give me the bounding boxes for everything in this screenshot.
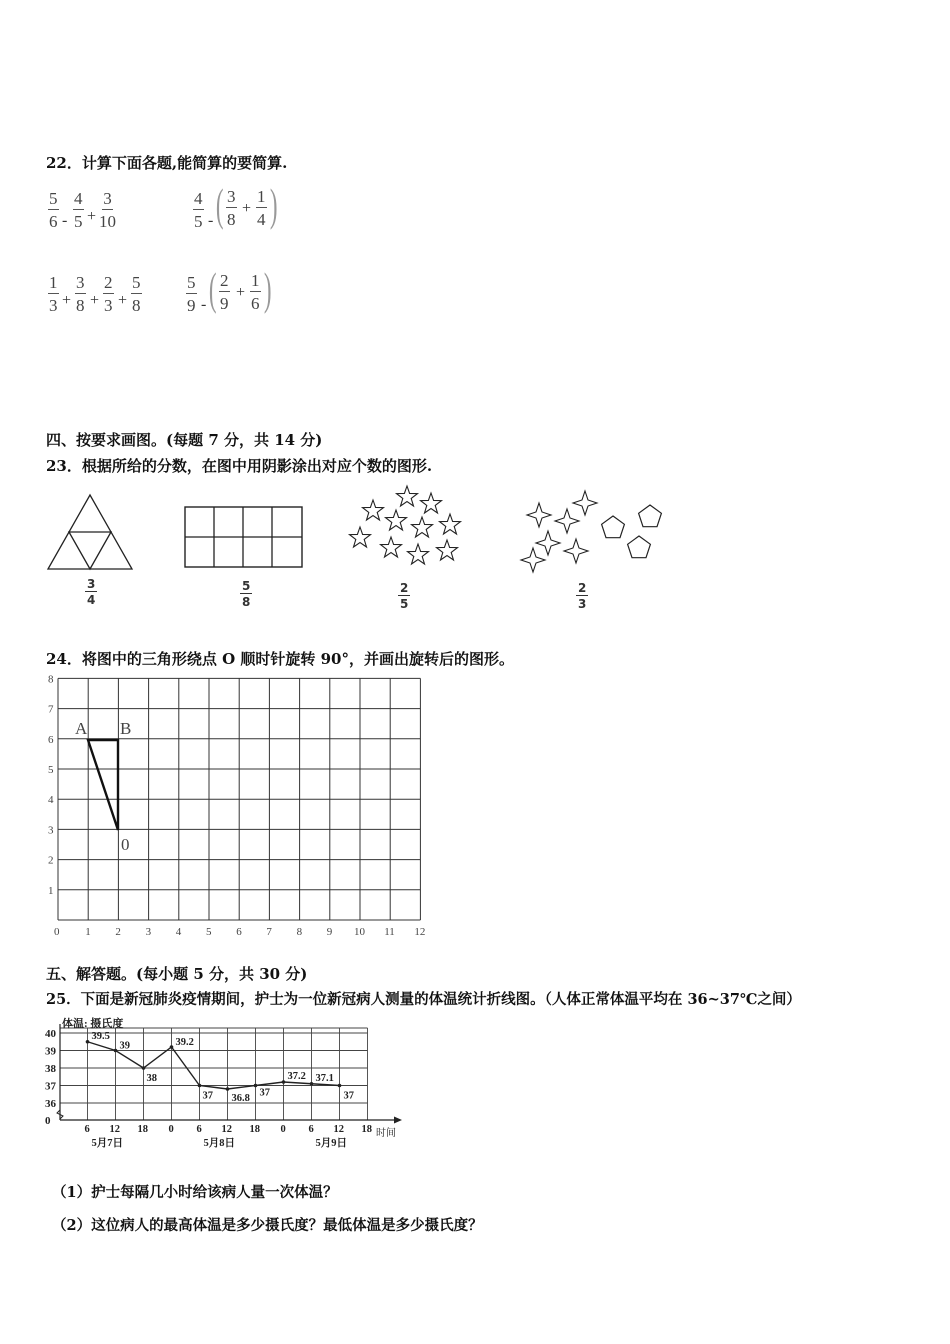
fraction-two-thirds: 2 3 (578, 581, 587, 611)
y-tick-label: 38 (45, 1063, 56, 1075)
data-label: 39.2 (175, 1037, 194, 1048)
operator: + (236, 284, 246, 301)
label-b: B (120, 719, 132, 738)
label-a: A (75, 719, 88, 738)
x-tick-label: 0 (280, 1124, 286, 1135)
y-tick-label: 3 (48, 824, 54, 837)
y-tick-label: 0 (45, 1115, 51, 1127)
star (381, 537, 402, 557)
x-axis-label: 时间 (376, 1128, 396, 1139)
q25-sub2: （2）这位病人的最高体温是多少摄氏度？最低体温是多少摄氏度？ (52, 1217, 483, 1234)
fraction: $\frac{2}{9}$ (220, 271, 229, 313)
pentagon (639, 505, 662, 527)
data-label: 39 (119, 1040, 130, 1052)
rectangle-grid-figure (180, 503, 308, 571)
section-5-title: 五、解答题。(每小题 5 分，共 30 分) (46, 965, 308, 983)
data-label: 36.8 (231, 1093, 250, 1104)
x-tick-label: 9 (326, 926, 333, 938)
coordinate-grid (40, 675, 440, 940)
y-tick-label: 5 (48, 764, 54, 776)
data-point (282, 1080, 286, 1084)
x-tick-label: 11 (384, 926, 395, 938)
operator: - (208, 212, 214, 229)
x-tick-label: 6 (236, 926, 242, 938)
x-tick-label: 12 (414, 926, 426, 938)
operator: + (87, 208, 97, 225)
fraction: $\frac{5}{8}$ (132, 273, 141, 315)
four-point-star (536, 531, 560, 555)
operator: - (62, 212, 68, 229)
data-point (254, 1084, 258, 1088)
day-label: 5月7日 (91, 1138, 123, 1149)
q25-sub1: （1）护士每隔几小时给该病人量一次体温？ (52, 1184, 338, 1201)
fraction: $\frac{4}{5}$ (74, 189, 83, 231)
right-paren: ) (263, 263, 272, 314)
left-paren: ( (215, 179, 224, 230)
data-point (86, 1040, 90, 1044)
data-point (226, 1087, 230, 1091)
x-tick-label: 5 (206, 926, 212, 938)
x-tick-label: 0 (54, 926, 60, 938)
x-tick-label: 18 (361, 1124, 372, 1135)
fraction: $\frac{4}{5}$ (194, 189, 203, 231)
star (440, 514, 461, 534)
x-tick-label: 10 (354, 926, 365, 938)
left-paren: ( (208, 263, 217, 314)
star (386, 510, 407, 530)
fraction: $\frac{1}{6}$ (251, 271, 260, 313)
x-tick-label: 12 (109, 1124, 120, 1135)
data-label: 37.1 (315, 1072, 334, 1084)
pentagon (602, 516, 625, 538)
triangle-abo (88, 740, 118, 830)
x-tick-label: 12 (221, 1124, 232, 1135)
right-paren: ) (269, 179, 278, 230)
x-tick-label: 2 (115, 926, 121, 938)
operator: + (242, 200, 252, 217)
star (412, 517, 433, 537)
star (408, 544, 429, 564)
star (363, 500, 384, 520)
data-point (310, 1082, 314, 1086)
fraction: $\frac{5}{6}$ (49, 189, 58, 231)
x-tick-label: 18 (137, 1124, 148, 1135)
data-label: 37.2 (287, 1071, 306, 1082)
label-o: 0 (121, 835, 130, 854)
fraction: $\frac{1}{4}$ (257, 187, 266, 229)
x-tick-label: 18 (249, 1124, 260, 1135)
pentagon (628, 536, 651, 558)
data-label: 39.5 (91, 1030, 110, 1042)
y-tick-label: 6 (48, 733, 54, 746)
four-point-stars-and-pentagons-figure (515, 485, 670, 580)
x-tick-label: 6 (84, 1124, 90, 1135)
fraction: $\frac{3}{10}$ (99, 189, 116, 231)
y-tick-label: 39 (45, 1045, 56, 1058)
temperature-line-chart (40, 1014, 420, 1154)
x-tick-label: 6 (308, 1124, 314, 1135)
star (397, 486, 418, 506)
q23-title: 23．根据所给的分数，在图中用阴影涂出对应个数的图形. (46, 457, 433, 475)
x-tick-label: 0 (168, 1124, 174, 1135)
fraction: $\frac{1}{3}$ (49, 273, 58, 315)
x-tick-label: 4 (175, 926, 182, 938)
star (350, 527, 371, 547)
y-tick-label: 4 (48, 794, 54, 807)
y-tick-label: 37 (45, 1080, 56, 1093)
fraction-five-eighths: 5 8 (242, 579, 251, 609)
y-tick-label: 2 (48, 854, 54, 867)
data-point (170, 1045, 174, 1049)
data-label: 37 (259, 1087, 270, 1099)
data-point (198, 1084, 202, 1088)
triangle-figure (40, 485, 140, 575)
y-tick-label: 36 (45, 1098, 56, 1110)
q24-title: 24．将图中的三角形绕点 O 顺时针旋转 90°，并画出旋转后的图形。 (46, 650, 514, 668)
four-point-star (527, 503, 551, 527)
day-label: 5月8日 (203, 1138, 235, 1149)
data-label: 38 (146, 1073, 157, 1084)
four-point-star (564, 539, 588, 563)
y-tick-label: 8 (48, 675, 54, 686)
operator: + (118, 292, 128, 309)
y-tick-label: 7 (48, 703, 54, 716)
operator: - (201, 296, 207, 313)
data-point (142, 1066, 146, 1070)
y-tick-label: 1 (48, 884, 54, 897)
four-point-star (573, 491, 597, 515)
star (421, 493, 442, 513)
y-tick-label: 40 (45, 1028, 56, 1040)
x-tick-label: 6 (196, 1124, 202, 1135)
data-point (338, 1084, 342, 1088)
fraction-three-quarters: 3 4 (87, 577, 96, 607)
data-label: 37 (202, 1090, 213, 1102)
day-label: 5月9日 (315, 1138, 347, 1149)
x-tick-label: 7 (266, 926, 272, 938)
fraction-two-fifths: 2 5 (400, 581, 409, 611)
q22-title: 22．计算下面各题,能简算的要简算. (46, 154, 288, 172)
fraction: $\frac{3}{8}$ (76, 273, 85, 315)
four-point-star (521, 548, 545, 572)
x-tick-label: 12 (333, 1124, 344, 1135)
section-4-title: 四、按要求画图。(每题 7 分，共 14 分) (46, 431, 323, 449)
fraction: $\frac{3}{8}$ (227, 187, 236, 229)
x-tick-label: 3 (145, 926, 152, 938)
four-point-star (555, 509, 579, 533)
data-point (114, 1049, 118, 1053)
data-label: 37 (343, 1090, 354, 1102)
stars-figure (345, 483, 470, 578)
fraction: $\frac{2}{3}$ (104, 273, 113, 315)
operator: + (90, 292, 100, 309)
x-tick-label: 1 (85, 926, 91, 938)
star (437, 540, 458, 560)
y-axis-label: 体温: 摄氏度 (62, 1018, 124, 1030)
q25-title: 25．下面是新冠肺炎疫情期间，护士为一位新冠病人测量的体温统计折线图。（人体正常体温平均在 36~37℃之间） (46, 991, 801, 1008)
operator: + (62, 292, 72, 309)
x-tick-label: 8 (296, 926, 303, 938)
fraction: $\frac{5}{9}$ (187, 273, 196, 315)
